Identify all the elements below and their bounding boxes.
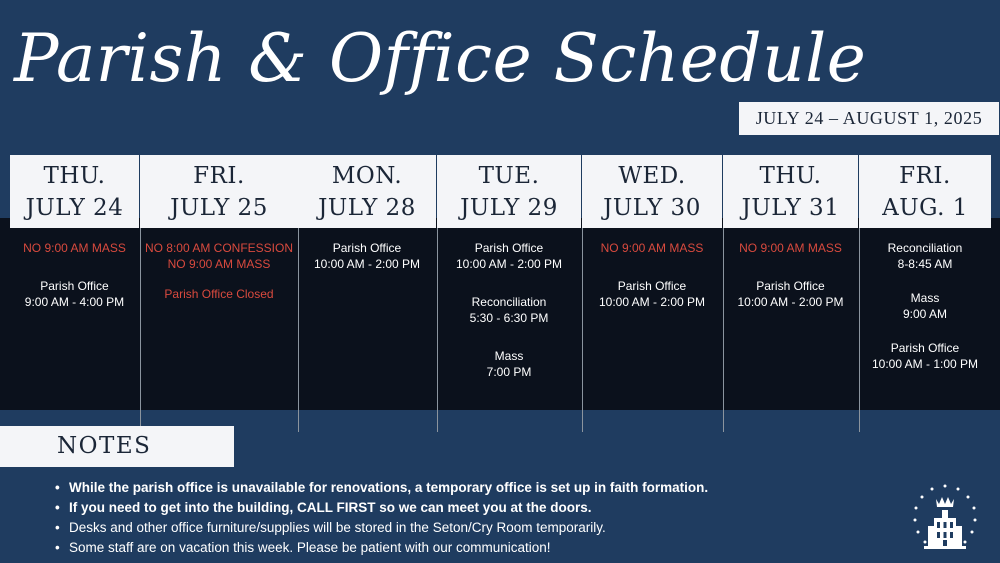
day-of-week: THU.: [759, 162, 822, 189]
entry-label: Reconciliation: [471, 295, 547, 309]
day-of-week: FRI.: [899, 162, 951, 189]
day-header: [859, 155, 991, 228]
schedule-entry: [723, 278, 858, 310]
day-date: JULY 30: [603, 194, 701, 221]
entry-time: 10:00 AM - 1:00 PM: [871, 357, 979, 371]
day-entries: [859, 240, 991, 372]
entry-time: 7:00 PM: [486, 365, 532, 379]
page-title: Parish & Office Schedule: [14, 20, 867, 97]
date-range-badge: JULY 24 – AUGUST 1, 2025: [739, 102, 999, 135]
entry-time: 8-8:45 AM: [897, 257, 953, 271]
day-date: JULY 28: [318, 194, 416, 221]
schedule-alert: [140, 240, 298, 272]
schedule-entry: [437, 348, 581, 380]
note-item: • While the parish office is unavailable for renovations, a temporary office is set up in faith formation.: [52, 478, 852, 498]
entry-label: NO 8:00 AM CONFESSION: [144, 241, 294, 255]
entry-label: Parish Office: [332, 241, 402, 255]
entry-time: 10:00 AM - 2:00 PM: [313, 257, 421, 271]
day-entries: [437, 240, 581, 380]
notes-header-box: [0, 426, 234, 467]
day-date: JULY 31: [741, 194, 840, 221]
schedule-alert: [582, 240, 722, 256]
day-of-week: TUE.: [478, 162, 540, 189]
church-crown-logo-icon: [906, 480, 984, 556]
day-column: [723, 155, 856, 430]
day-date: JULY 25: [170, 194, 268, 221]
entry-time: 10:00 AM - 2:00 PM: [455, 257, 563, 271]
schedule-entry: [437, 240, 581, 272]
note-item: • If you need to get into the building, CALL FIRST so we can meet you at the doors.: [52, 498, 852, 518]
day-column: [437, 155, 579, 430]
entry-label: Mass: [910, 291, 940, 305]
day-date: JULY 24: [25, 194, 124, 221]
day-entries: [723, 240, 858, 310]
entry-label: Parish Office: [474, 241, 544, 255]
schedule-entry: [10, 278, 139, 310]
entry-time: 5:30 - 6:30 PM: [469, 311, 549, 325]
entry-time: 10:00 AM - 2:00 PM: [737, 295, 844, 309]
day-entries: [582, 240, 722, 310]
note-item: • Desks and other office furniture/supplies will be stored in the Seton/Cry Room temporarily.: [52, 518, 852, 538]
entry-label: Parish Office: [890, 341, 960, 355]
entry-label: Parish Office: [756, 279, 825, 293]
schedule-entry: [859, 340, 991, 372]
day-column: [140, 155, 296, 430]
schedule-entry: [298, 240, 436, 272]
day-entries: [298, 240, 436, 272]
day-header: [437, 155, 581, 228]
day-header: [723, 155, 858, 228]
day-entries: [10, 240, 139, 310]
entry-time: 10:00 AM - 2:00 PM: [598, 295, 706, 309]
day-column: [10, 155, 137, 430]
entry-label: NO 9:00 AM MASS: [600, 241, 704, 255]
entry-label: Reconciliation: [887, 241, 963, 255]
day-of-week: MON.: [331, 162, 403, 189]
day-column: [859, 155, 991, 430]
day-header: [582, 155, 722, 228]
day-of-week: WED.: [618, 162, 686, 189]
day-date: JULY 29: [460, 194, 558, 221]
schedule-entry: [859, 290, 991, 322]
entry-label: Parish Office Closed: [164, 287, 274, 301]
day-of-week: FRI.: [193, 162, 245, 189]
notes-list: [52, 478, 852, 558]
schedule-alert: [140, 286, 298, 302]
schedule-entry: [437, 294, 581, 326]
notes-title: NOTES: [57, 433, 152, 459]
day-header: [10, 155, 139, 228]
day-column: [298, 155, 434, 430]
entry-time: NO 9:00 AM MASS: [167, 257, 271, 271]
schedule-alert: [723, 240, 858, 256]
day-of-week: THU.: [43, 162, 106, 189]
day-header: [140, 155, 298, 228]
entry-time: 9:00 AM - 4:00 PM: [24, 295, 125, 309]
entry-label: Parish Office: [40, 279, 109, 293]
schedule-entry: [582, 278, 722, 310]
entry-label: NO 9:00 AM MASS: [23, 241, 126, 255]
entry-time: 9:00 AM: [902, 307, 948, 321]
entry-label: NO 9:00 AM MASS: [739, 241, 842, 255]
day-date: AUG. 1: [882, 194, 968, 221]
entry-label: Parish Office: [617, 279, 687, 293]
entry-label: Mass: [494, 349, 524, 363]
note-item: • Some staff are on vacation this week. Please be patient with our communication!: [52, 538, 852, 558]
day-column: [582, 155, 720, 430]
day-header: [298, 155, 436, 228]
schedule-entry: [859, 240, 991, 272]
day-entries: [140, 240, 298, 302]
schedule-alert: [10, 240, 139, 256]
